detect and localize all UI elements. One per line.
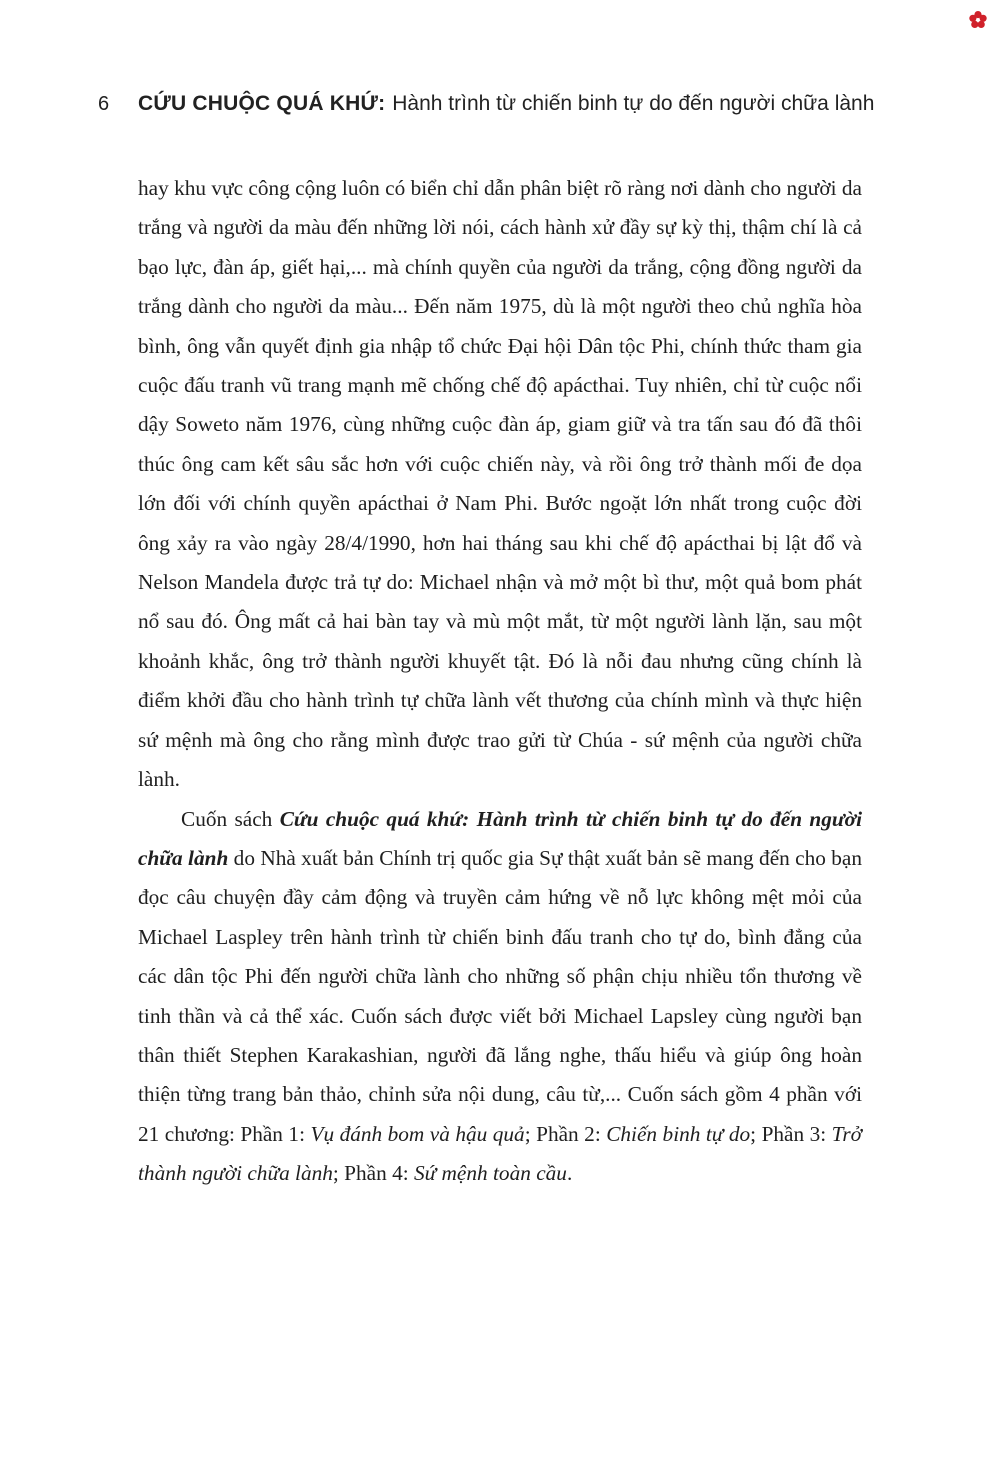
part1-label: Phần 1: [240, 1121, 311, 1146]
part3-title: Trở thành người chữa lành [138, 1121, 862, 1186]
part1-title: Vụ đánh bom và hậu quả [310, 1121, 525, 1146]
part2-title: Chiến binh tự do [606, 1121, 751, 1146]
body-text [138, 169, 862, 1194]
paragraph-1: hay khu vực công cộng luôn có biển chỉ dẫn phân biệt rõ ràng nơi dành cho người da trắng và người da màu đến những lời nói, cách hành xử đầy sự kỳ thị, thậm chí là cả bạo lực, đàn áp, giết hại,... mà chính quyền của người da trắng, cộng đồng người da trắng dành cho người da màu... Đến năm 1975, dù là một người theo chủ nghĩa hòa bình, ông vẫn quyết định gia nhập tổ chức Đại hội Dân tộc Phi, chính thức tham gia cuộc đấu tranh vũ trang mạnh mẽ chống chế độ apácthai. Tuy nhiên, chỉ từ cuộc nổi dậy Soweto năm 1976, cùng những cuộc đàn áp, giam giữ và tra tấn sau đó đã thôi thúc ông cam kết sâu sắc hơn với cuộc chiến này, và rồi ông trở thành mối đe dọa lớn đối với chính quyền apácthai ở Nam Phi. Bước ngoặt lớn nhất trong cuộc đời ông xảy ra vào ngày 28/4/1990, hơn hai tháng sau khi chế độ apácthai bị lật đổ và Nelson Mandela được trả tự do: Michael nhận và mở một bì thư, một quả bom phát nổ sau đó. Ông mất cả hai bàn tay và mù một mắt, từ một người lành lặn, sau một khoảnh khắc, ông trở thành người khuyết tật. Đó là nỗi đau nhưng cũng chính là điểm khởi đầu cho hành trình tự chữa lành vết thương của chính mình và thực hiện sứ mệnh mà ông cho rằng mình được trao gửi từ Chúa - sứ mệnh của người chữa lành. [138, 176, 862, 792]
separator: ; [750, 1121, 762, 1146]
book-title-bold: CỨU CHUỘC QUÁ KHỨ: [138, 92, 386, 115]
paragraph-2 [138, 800, 862, 1194]
part2-label: Phần 2: [536, 1121, 607, 1146]
book-title-subtitle: Hành trình từ chiến binh tự do đến người chữa lành [392, 92, 875, 115]
separator: ; [524, 1121, 537, 1146]
p2-book-title: Cứu chuộc quá khứ: Hành trình từ chiến binh tự do đến người chữa lành [138, 806, 862, 870]
flower-icon [968, 10, 988, 30]
part3-label: Phần 3: [761, 1121, 832, 1146]
p2-body: do Nhà xuất bản Chính trị quốc gia Sự thật xuất bản sẽ mang đến cho bạn đọc câu chuyện đầy cảm động và truyền cảm hứng về nỗ lực không mệt mỏi của Michael Laspley trên hành trình từ chiến binh đấu tranh cho tự do, bình đẳng của các dân tộc Phi đến người chữa lành cho những số phận chịu nhiều tổn thương về tinh thần và cả thể xác. Cuốn sách được viết bởi Michael Lapsley cùng người bạn thân thiết Stephen Karakashian, người đã lắng nghe, thấu hiểu và giúp ông hoàn thiện từng trang bản thảo, chỉnh sửa nội dung, câu từ,... Cuốn sách gồm 4 phần với 21 chương: [138, 845, 863, 1146]
paragraph-end: . [566, 1161, 573, 1186]
part4-title: Sứ mệnh toàn cầu [413, 1161, 567, 1186]
part4-label: Phần 4: [344, 1161, 414, 1186]
running-header [98, 92, 958, 116]
page-number: 6 [98, 93, 110, 115]
p2-intro: Cuốn sách [181, 806, 280, 831]
separator: ; [332, 1161, 345, 1186]
